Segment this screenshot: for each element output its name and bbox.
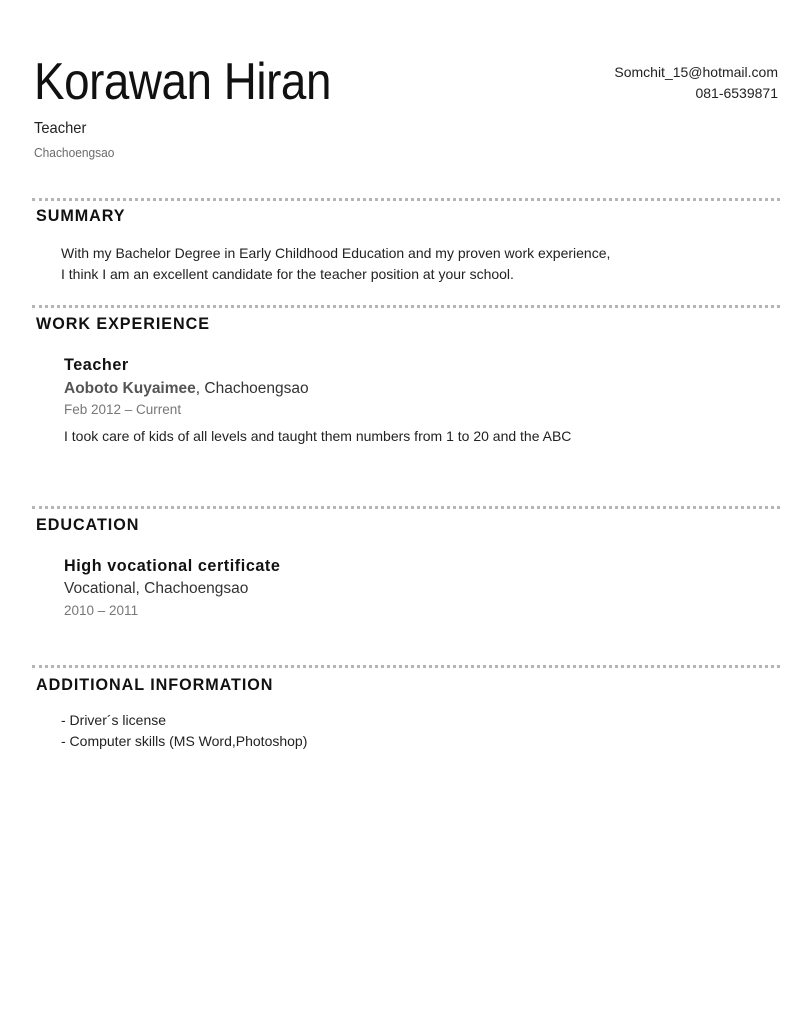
summary-text bbox=[61, 243, 610, 285]
degree-title: High vocational certificate bbox=[64, 556, 281, 575]
email-text: Somchit_15@hotmail.com bbox=[614, 64, 778, 80]
employer-name: Aoboto Kuyaimee bbox=[64, 380, 196, 397]
job-dates: Feb 2012 – Current bbox=[64, 402, 182, 417]
candidate-location: Chachoengsao bbox=[34, 145, 115, 160]
summary-line: I think I am an excellent candidate for the teacher position at your school. bbox=[61, 266, 514, 282]
list-item: - Driver´s license bbox=[61, 712, 167, 728]
summary-line: With my Bachelor Degree in Early Childhood Education and my proven work experience, bbox=[61, 245, 611, 261]
work-experience-heading: WORK EXPERIENCE bbox=[36, 314, 210, 333]
section-divider bbox=[32, 198, 780, 201]
school-name: Vocational, Chachoengsao bbox=[64, 580, 249, 597]
job-description: I took care of kids of all levels and taught them numbers from 1 to 20 and the ABC bbox=[64, 428, 572, 444]
employer-location: , Chachoengsao bbox=[195, 380, 309, 397]
contact-block bbox=[614, 62, 778, 104]
additional-info-heading: ADDITIONAL INFORMATION bbox=[36, 675, 274, 694]
section-divider bbox=[32, 305, 780, 308]
education-dates: 2010 – 2011 bbox=[64, 603, 139, 618]
additional-info-list bbox=[61, 710, 307, 752]
job-employer bbox=[64, 380, 309, 398]
section-divider bbox=[32, 506, 780, 509]
summary-heading: SUMMARY bbox=[36, 206, 126, 225]
candidate-name: Korawan Hiran bbox=[34, 53, 331, 111]
candidate-role: Teacher bbox=[34, 120, 87, 137]
education-heading: EDUCATION bbox=[36, 515, 140, 534]
job-title: Teacher bbox=[64, 355, 129, 374]
phone-text: 081-6539871 bbox=[695, 85, 778, 101]
list-item: - Computer skills (MS Word,Photoshop) bbox=[61, 733, 308, 749]
section-divider bbox=[32, 665, 780, 668]
